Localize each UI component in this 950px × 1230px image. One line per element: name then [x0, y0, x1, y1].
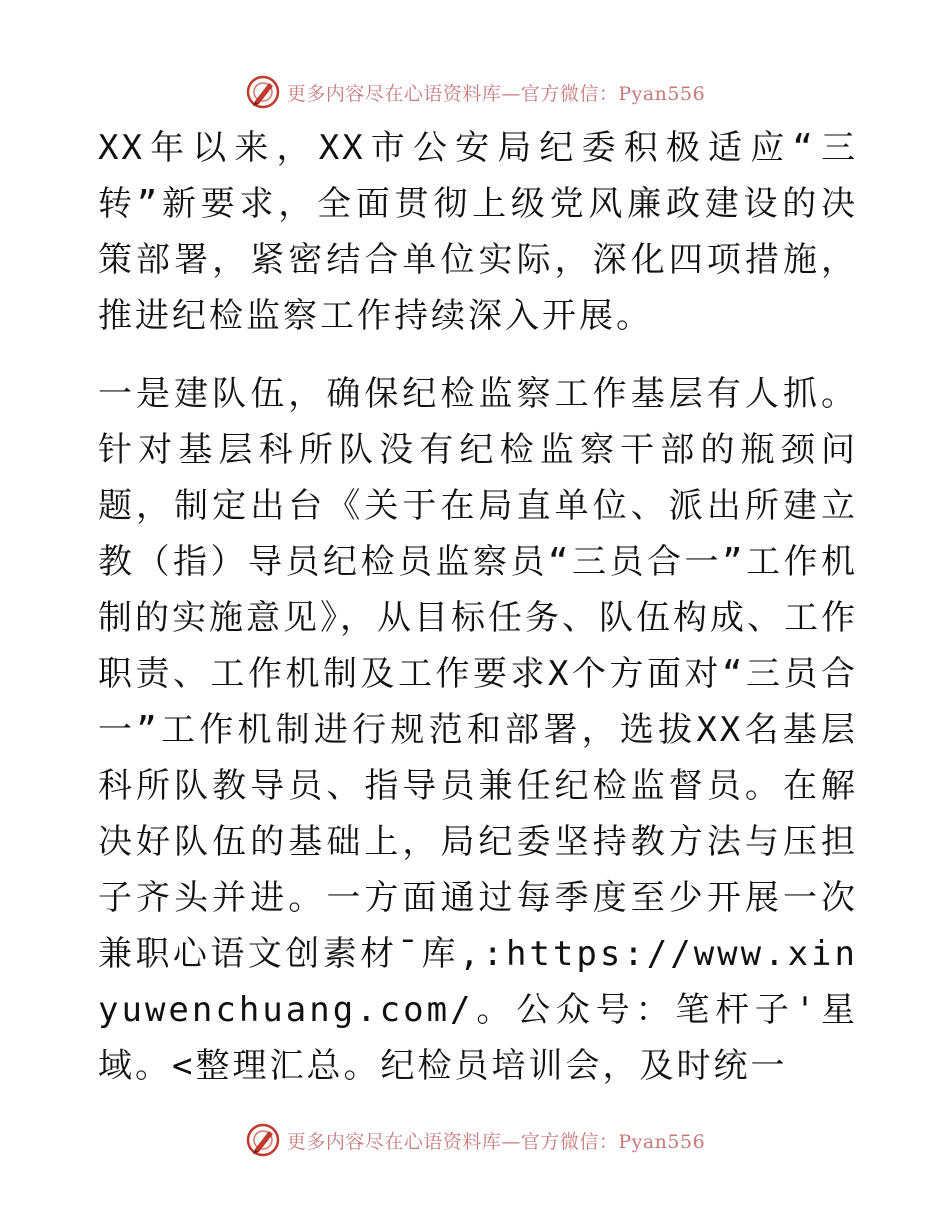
header-banner — [0, 72, 950, 112]
document-body — [98, 120, 858, 1094]
paragraph-1: XX年以来，XX市公安局纪委积极适应“三转”新要求，全面贯彻上级党风廉政建设的决策部署，紧密结合单位实际，深化四项措施，推进纪检监察工作持续深入开展。 — [98, 128, 858, 336]
paragraph-2: 一是建队伍，确保纪检监察工作基层有人抓。针对基层科所队没有纪检监察干部的瓶颈问题，制定出台《关于在局直单位、派出所建立教（指）导员纪检员监察员“三员合一”工作机制的实施意见》，从目标任务、队伍构成、工作职责、工作机制及工作要求X个方面对“三员合一”工作机制进行规范和部署，选拔XX名基层科所队教导员、指导员兼任纪检监督员。在解决好队伍的基础上，局纪委坚持教方法与压担子齐头并进。一方面通过每季度至少开展一次兼职心语文创素材¯库,:https://www.xinyuwenchuang.com/。公众号：笔杆子'星域。<整理汇总。纪检员培训会，及时统一 — [98, 374, 858, 1086]
header-banner-text: 更多内容尽在心语资料库—官方微信：Pyan556 — [286, 82, 706, 105]
brand-logo-icon — [245, 1122, 281, 1158]
brand-logo-icon — [245, 74, 281, 110]
footer-banner — [0, 1120, 950, 1160]
footer-banner-text: 更多内容尽在心语资料库—官方微信：Pyan556 — [286, 1130, 706, 1153]
